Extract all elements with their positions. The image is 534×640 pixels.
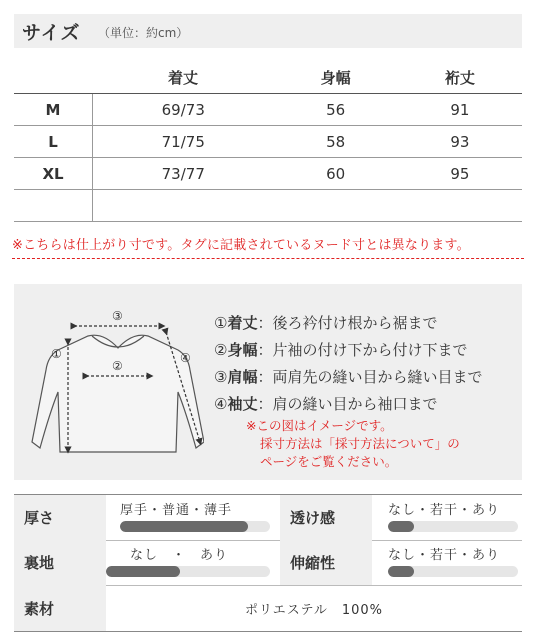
finished-size-notice: ※こちらは仕上がり寸です。タグに記載されているヌード寸とは異なります。 <box>12 238 470 253</box>
table-cell <box>274 190 398 222</box>
shirt-diagram <box>28 292 204 462</box>
attr-value-lining <box>106 540 280 585</box>
legend-item <box>214 366 482 393</box>
attr-options: なし・若干・あり <box>388 503 501 518</box>
col-header-width: 身幅 <box>274 62 398 94</box>
table-cell: 91 <box>398 94 522 126</box>
level-fill <box>388 521 414 532</box>
measurement-diagram <box>14 284 522 480</box>
table-cell: 60 <box>274 158 398 190</box>
legend-number: ③ <box>214 368 228 386</box>
legend-number: ② <box>214 341 228 359</box>
attr-options: 厚手・普通・薄手 <box>120 503 233 518</box>
attr-label-stretch: 伸縮性 <box>280 540 372 585</box>
table-cell: 71/75 <box>93 126 274 158</box>
section-header <box>14 14 522 48</box>
size-label: M <box>14 94 93 126</box>
legend-desc: ：両肩先の縫い目から縫い目まで <box>257 368 483 386</box>
legend-term: 着丈 <box>227 314 258 332</box>
table-cell: 93 <box>398 126 522 158</box>
level-fill <box>120 521 248 532</box>
marker-3: ③ <box>112 309 123 323</box>
size-label <box>14 190 93 222</box>
attr-label-sheer: 透け感 <box>280 495 372 540</box>
table-row <box>14 94 522 126</box>
col-header-sleeve: 裄丈 <box>398 62 522 94</box>
unit-label: （単位：約cm） <box>98 26 189 40</box>
table-cell: 69/73 <box>93 94 274 126</box>
legend-number: ④ <box>214 395 228 413</box>
section-title: サイズ <box>22 22 81 44</box>
table-cell <box>93 190 274 222</box>
legend-number: ① <box>214 314 228 332</box>
table-row-empty <box>14 190 522 222</box>
fabric-attributes <box>14 494 522 632</box>
marker-4: ④ <box>180 351 191 365</box>
attr-options: なし ・ あり <box>130 548 229 563</box>
level-fill <box>388 566 414 577</box>
attr-label-lining: 裏地 <box>14 540 106 585</box>
size-table-header <box>14 62 522 94</box>
table-cell: 56 <box>274 94 398 126</box>
level-bar <box>120 521 270 532</box>
legend-item <box>214 393 482 420</box>
level-bar <box>388 566 518 577</box>
marker-2: ② <box>112 359 123 373</box>
marker-1: ① <box>51 347 62 361</box>
col-header-length: 着丈 <box>93 62 274 94</box>
attr-value-sheer <box>372 495 522 540</box>
table-row <box>14 158 522 190</box>
size-table <box>14 62 522 222</box>
legend-item <box>214 312 482 339</box>
diagram-note-line: ページをご覧ください。 <box>260 454 398 469</box>
attr-row <box>14 585 522 631</box>
level-bar <box>106 566 270 577</box>
table-cell: 95 <box>398 158 522 190</box>
legend-item <box>214 339 482 366</box>
attr-value-thickness <box>106 495 280 540</box>
legend-term: 肩幅 <box>227 368 258 386</box>
size-label: L <box>14 126 93 158</box>
attr-label-material: 素材 <box>14 585 106 631</box>
attr-value-stretch <box>372 540 522 585</box>
dashed-divider <box>12 258 524 259</box>
size-label: XL <box>14 158 93 190</box>
attr-options: なし・若干・あり <box>388 548 501 563</box>
legend-desc: ：肩の縫い目から袖口まで <box>257 395 438 413</box>
attr-label-thickness: 厚さ <box>14 495 106 540</box>
table-cell <box>398 190 522 222</box>
legend-desc: ：後ろ衿付け根から裾まで <box>257 314 438 332</box>
level-fill <box>106 566 180 577</box>
attr-row <box>14 540 522 586</box>
table-cell: 58 <box>274 126 398 158</box>
legend-desc: ：片袖の付け下から付け下まで <box>257 341 468 359</box>
size-header-blank <box>14 62 93 94</box>
attr-value-material: ポリエステル 100% <box>245 602 383 618</box>
level-bar <box>388 521 518 532</box>
diagram-note-line: 採寸方法は「採寸方法について」の <box>260 436 460 451</box>
legend-term: 身幅 <box>227 341 258 359</box>
table-row <box>14 126 522 158</box>
attr-row <box>14 495 522 541</box>
diagram-note <box>246 417 460 471</box>
measurement-legend <box>214 312 482 420</box>
legend-term: 袖丈 <box>227 395 258 413</box>
table-cell: 73/77 <box>93 158 274 190</box>
diagram-note-line: ※この図はイメージです。 <box>246 418 393 433</box>
